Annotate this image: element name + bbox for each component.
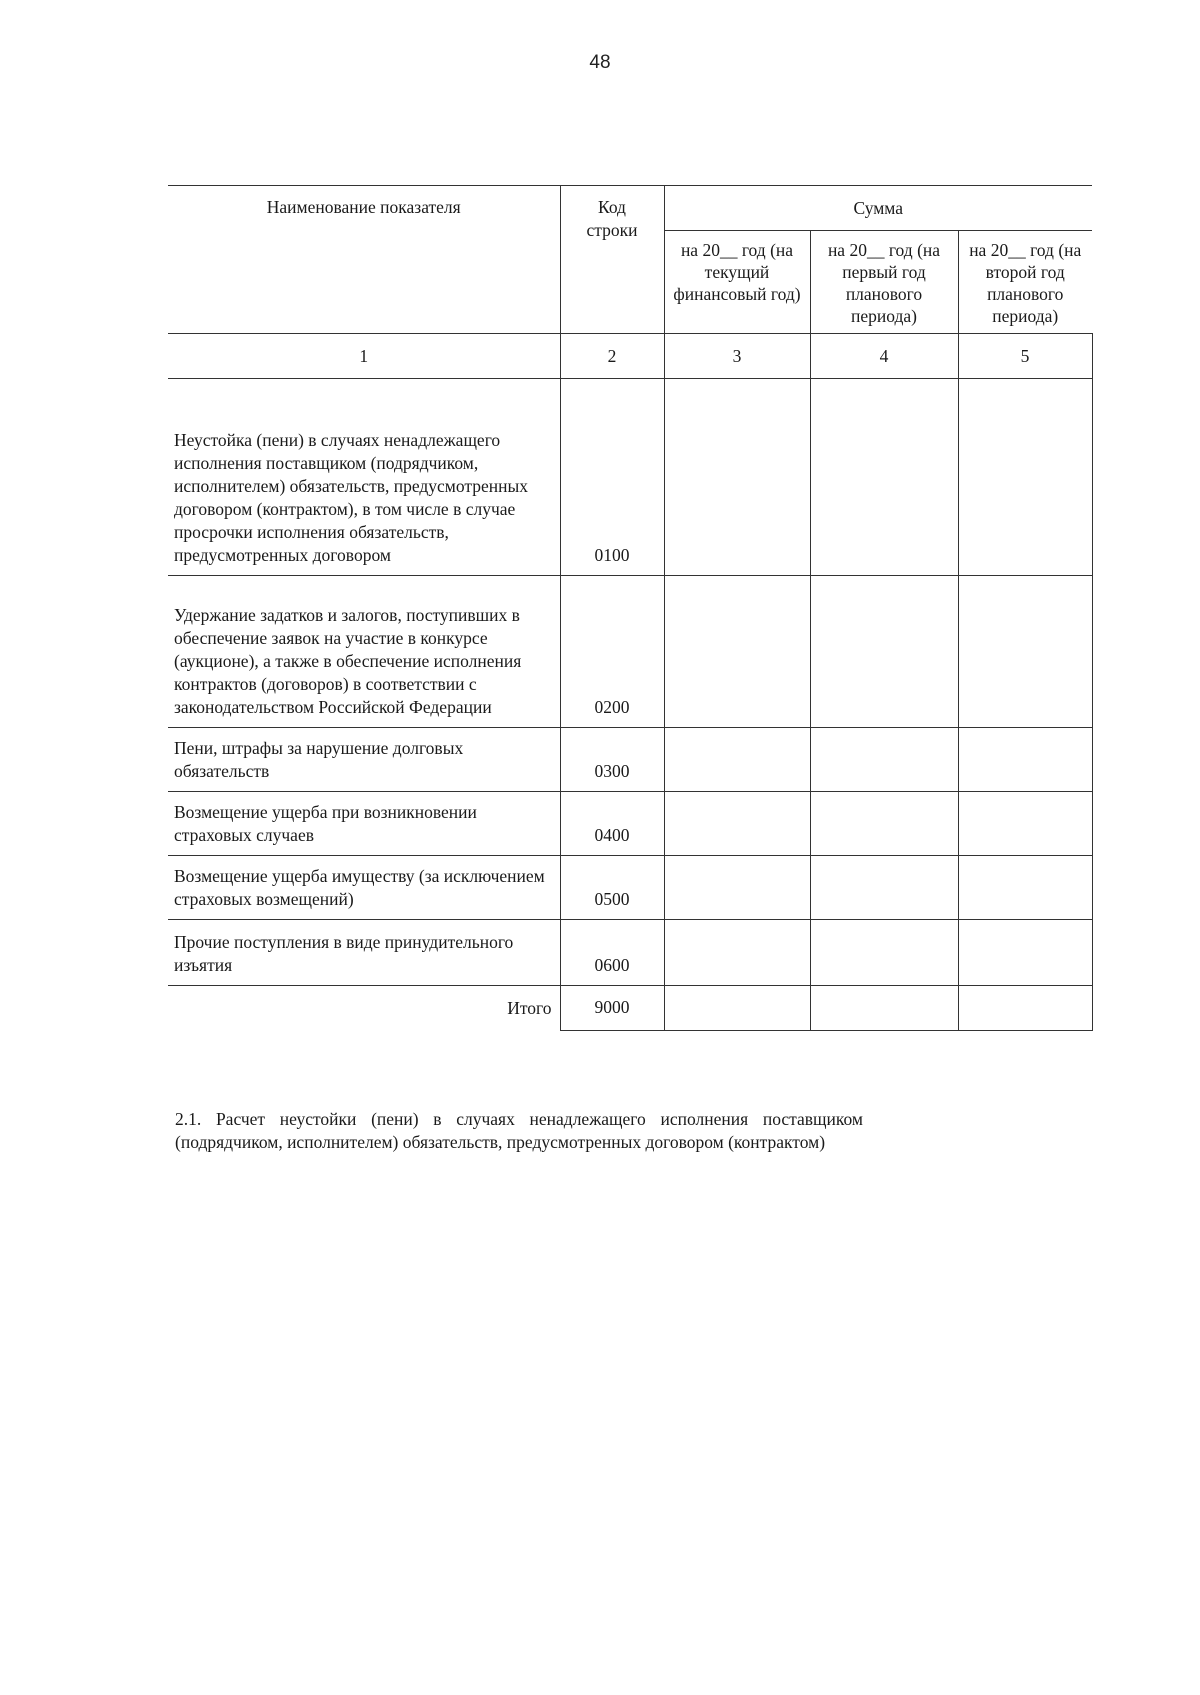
table-row (168, 728, 1092, 792)
value-cell[interactable] (664, 379, 810, 576)
row-name: Возмещение ущерба при возникновении страховых случаев (168, 792, 560, 856)
column-numbers-row (168, 334, 1092, 379)
row-code: 0100 (560, 379, 664, 576)
value-cell[interactable] (958, 576, 1092, 728)
total-code: 9000 (560, 986, 664, 1031)
row-name: Возмещение ущерба имуществу (за исключением страховых возмещений) (168, 856, 560, 920)
value-cell[interactable] (958, 792, 1092, 856)
value-cell[interactable] (958, 379, 1092, 576)
row-code: 0300 (560, 728, 664, 792)
row-code: 0400 (560, 792, 664, 856)
header-row-code-text: Код строки (586, 197, 638, 240)
table-row (168, 576, 1092, 728)
table-row (168, 856, 1092, 920)
row-name: Удержание задатков и залогов, поступивших в обеспечение заявок на участие в конкурсе (аукционе), а также в обеспечение исполнения контрактов (договоров) в соответствии с законодательством Российской Федерации (168, 576, 560, 728)
row-name: Прочие поступления в виде принудительного изъятия (168, 920, 560, 986)
header-sum: Сумма (664, 186, 1092, 231)
table-header-row (168, 186, 1092, 231)
value-cell[interactable] (664, 576, 810, 728)
section-note-text: 2.1. Расчет неустойки (пени) в случаях ненадлежащего исполнения поставщиком (подрядчиком, исполнителем) обязательств, предусмотренных договором (контрактом) (175, 1109, 863, 1152)
value-cell[interactable] (810, 920, 958, 986)
column-number: 2 (560, 334, 664, 379)
header-indicator-name: Наименование показателя (168, 186, 560, 334)
value-cell[interactable] (664, 856, 810, 920)
page-number: 48 (589, 52, 611, 73)
value-cell[interactable] (810, 792, 958, 856)
row-code: 0200 (560, 576, 664, 728)
total-value-cell[interactable] (664, 986, 810, 1031)
row-name: Пени, штрафы за нарушение долговых обязательств (168, 728, 560, 792)
column-number: 5 (958, 334, 1092, 379)
value-cell[interactable] (810, 379, 958, 576)
section-note (175, 1108, 863, 1154)
header-second-plan-year: на 20__ год (на второй год планового периода) (958, 231, 1092, 334)
revenue-table (168, 185, 1093, 1031)
value-cell[interactable] (958, 728, 1092, 792)
row-name: Неустойка (пени) в случаях ненадлежащего исполнения поставщиком (подрядчиком, исполнителем) обязательств, предусмотренных договором (контрактом), в том числе в случае просрочки исполнения обязательств, предусмотренных договором (168, 379, 560, 576)
total-row (168, 986, 1092, 1031)
table-row (168, 920, 1092, 986)
row-code: 0500 (560, 856, 664, 920)
total-value-cell[interactable] (810, 986, 958, 1031)
value-cell[interactable] (958, 920, 1092, 986)
column-number: 3 (664, 334, 810, 379)
value-cell[interactable] (810, 856, 958, 920)
total-label: Итого (168, 986, 560, 1031)
value-cell[interactable] (810, 728, 958, 792)
value-cell[interactable] (810, 576, 958, 728)
row-code: 0600 (560, 920, 664, 986)
value-cell[interactable] (664, 728, 810, 792)
table-row (168, 792, 1092, 856)
total-value-cell[interactable] (958, 986, 1092, 1031)
value-cell[interactable] (664, 792, 810, 856)
value-cell[interactable] (958, 856, 1092, 920)
column-number: 4 (810, 334, 958, 379)
column-number: 1 (168, 334, 560, 379)
value-cell[interactable] (664, 920, 810, 986)
header-row-code (560, 186, 664, 334)
header-current-year: на 20__ год (на текущий финансовый год) (664, 231, 810, 334)
header-first-plan-year: на 20__ год (на первый год планового периода) (810, 231, 958, 334)
table-row (168, 379, 1092, 576)
